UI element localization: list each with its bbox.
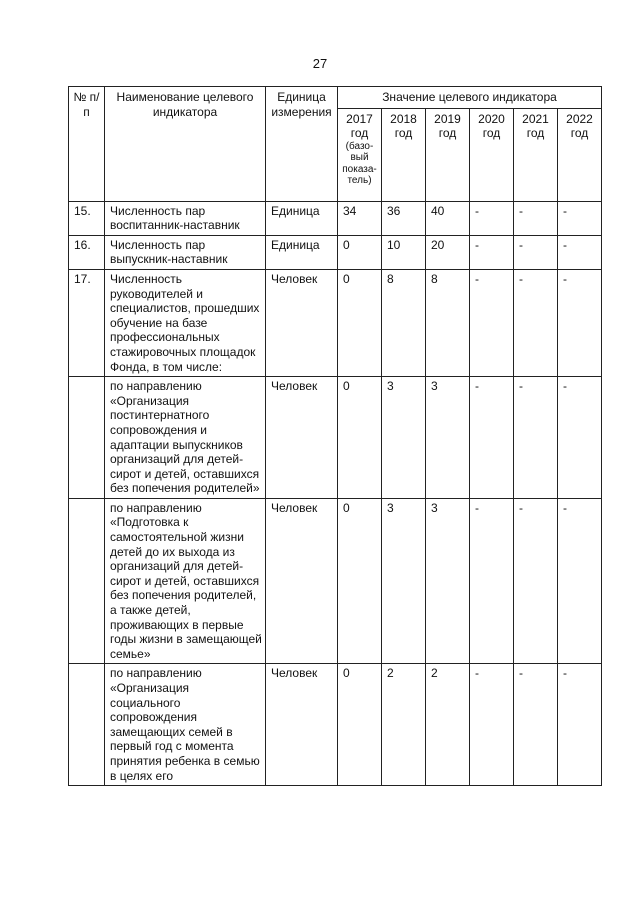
year-word: год	[350, 126, 369, 141]
indicator-table	[68, 86, 602, 786]
header-num: № п/п	[69, 87, 105, 202]
value-2019: 3	[426, 498, 470, 664]
value-2021: -	[514, 269, 558, 376]
year-label: 2019	[434, 111, 461, 126]
year-word: год	[482, 126, 501, 141]
value-2020: -	[470, 498, 514, 664]
year-word: год	[394, 126, 413, 141]
value-2017: 0	[338, 269, 382, 376]
row-name: Численность пар воспитанник-наставник	[105, 201, 266, 235]
value-2021: -	[514, 664, 558, 786]
year-note: (базо-вый показа-тель)	[342, 140, 377, 187]
year-label: 2022	[566, 111, 593, 126]
row-num: 16.	[69, 235, 105, 269]
value-2018: 10	[382, 235, 426, 269]
row-num	[69, 664, 105, 786]
value-2019: 2	[426, 664, 470, 786]
value-2021: -	[514, 377, 558, 499]
row-unit: Человек	[266, 498, 338, 664]
row-name: Численность пар выпускник-наставник	[105, 235, 266, 269]
table-row	[69, 664, 602, 786]
value-2021: -	[514, 201, 558, 235]
row-num: 17.	[69, 269, 105, 376]
value-2018: 8	[382, 269, 426, 376]
header-year-2017	[338, 108, 382, 201]
value-2017: 0	[338, 377, 382, 499]
value-2021: -	[514, 498, 558, 664]
table-row	[69, 377, 602, 499]
value-2017: 0	[338, 498, 382, 664]
header-unit: Единица измерения	[266, 87, 338, 202]
value-2018: 3	[382, 498, 426, 664]
value-2020: -	[470, 664, 514, 786]
value-2022: -	[558, 377, 602, 499]
value-2021: -	[514, 235, 558, 269]
header-year-2021	[514, 108, 558, 201]
page-number: 27	[312, 56, 328, 71]
header-year-2020	[470, 108, 514, 201]
value-2019: 20	[426, 235, 470, 269]
header-year-2018	[382, 108, 426, 201]
header-row	[69, 87, 602, 109]
header-year-2019	[426, 108, 470, 201]
value-2017: 34	[338, 201, 382, 235]
row-name: Численность руководителей и специалистов, прошедших обучение на базе профессиональных стажировочных площадок Фонда, в том числе:	[105, 269, 266, 376]
row-unit: Человек	[266, 269, 338, 376]
year-label: 2017	[346, 111, 373, 126]
value-2018: 2	[382, 664, 426, 786]
value-2017: 0	[338, 235, 382, 269]
value-2020: -	[470, 269, 514, 376]
year-word: год	[526, 126, 545, 141]
value-2018: 36	[382, 201, 426, 235]
year-label: 2018	[390, 111, 417, 126]
value-2019: 8	[426, 269, 470, 376]
row-unit: Единица	[266, 201, 338, 235]
table-row	[69, 498, 602, 664]
year-word: год	[438, 126, 457, 141]
value-2022: -	[558, 269, 602, 376]
value-2017: 0	[338, 664, 382, 786]
header-values-group: Значение целевого индикатора	[338, 87, 602, 109]
table-row	[69, 235, 602, 269]
row-name: по направлению «Организация социального сопровождения замещающих семей в первый год с момента принятия ребенка в семью в целях его	[105, 664, 266, 786]
value-2018: 3	[382, 377, 426, 499]
table-row	[69, 269, 602, 376]
value-2019: 40	[426, 201, 470, 235]
value-2022: -	[558, 235, 602, 269]
value-2020: -	[470, 377, 514, 499]
value-2022: -	[558, 664, 602, 786]
year-label: 2020	[478, 111, 505, 126]
year-label: 2021	[522, 111, 549, 126]
header-year-2022	[558, 108, 602, 201]
value-2022: -	[558, 201, 602, 235]
row-num: 15.	[69, 201, 105, 235]
value-2019: 3	[426, 377, 470, 499]
table-row	[69, 201, 602, 235]
row-num	[69, 498, 105, 664]
year-word: год	[570, 126, 589, 141]
row-name: по направлению «Подготовка к самостоятельной жизни детей до их выхода из организаций для детей-сирот и детей, оставшихся без попечения родителей, а также детей, проживающих в первые годы жизни в замещающей семье»	[105, 498, 266, 664]
row-unit: Человек	[266, 664, 338, 786]
row-unit: Человек	[266, 377, 338, 499]
row-num	[69, 377, 105, 499]
value-2022: -	[558, 498, 602, 664]
header-name: Наименование целевого индикатора	[105, 87, 266, 202]
value-2020: -	[470, 235, 514, 269]
value-2020: -	[470, 201, 514, 235]
row-name: по направлению «Организация постинтернатного сопровождения и адаптации выпускников организаций для детей-сирот и детей, оставшихся без попечения родителей»	[105, 377, 266, 499]
row-unit: Единица	[266, 235, 338, 269]
